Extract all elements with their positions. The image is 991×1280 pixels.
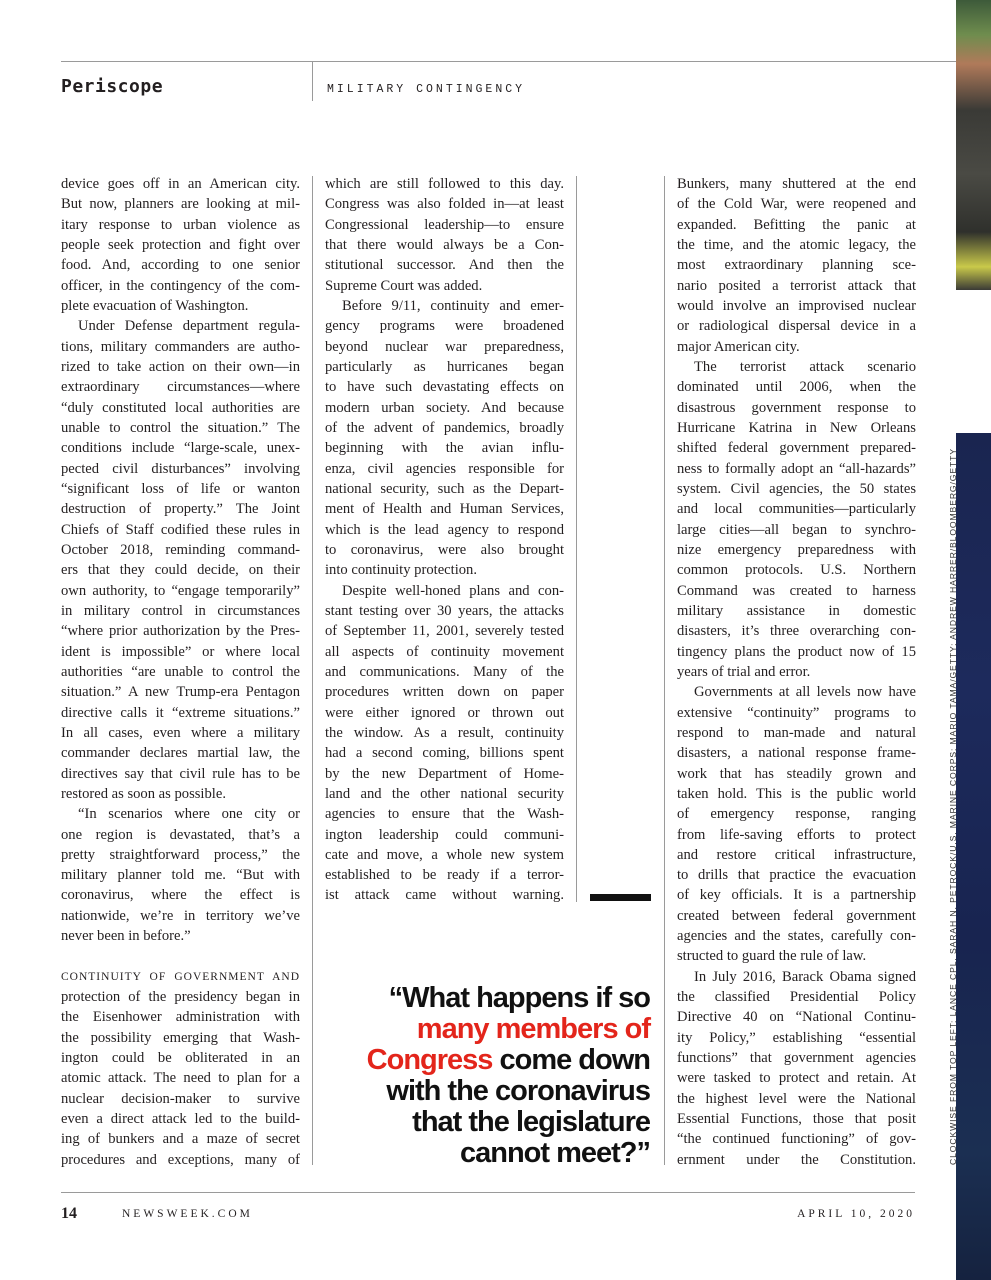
- text-line: food. And, according to one senior: [61, 257, 300, 274]
- text-line: restored as soon as possible.: [61, 785, 226, 802]
- text-line: nationwide, we’re in territory we’ve: [61, 907, 300, 924]
- footer-site: NEWSWEEK.COM: [122, 1208, 253, 1220]
- text-line: Essential Functions, those that posit: [677, 1111, 916, 1128]
- pull-quote-line: [320, 1045, 650, 1076]
- text-line: Command was created to harness: [677, 582, 916, 599]
- text-line: ident is impossible” or where local: [61, 643, 300, 660]
- text-line: plete evacuation of Washington.: [61, 297, 249, 314]
- paragraph: [677, 682, 916, 967]
- text-line: October 2018, reminding command-: [61, 541, 300, 558]
- text-line: Congress was also folded in—at least: [325, 196, 564, 213]
- text-line: work that has steadily grown and: [677, 765, 916, 782]
- text-line: nario posited a terrorist attack that: [677, 277, 916, 294]
- text-line: ers that they could decide, on their: [61, 562, 300, 579]
- text-line: itary response to urban violence as: [61, 216, 300, 233]
- text-line: would involve an improvised nuclear: [677, 297, 916, 314]
- paragraph: [325, 174, 564, 296]
- text-line: ment of Health and Human Services,: [325, 501, 564, 518]
- text-line: commander declares martial law, the: [61, 745, 300, 762]
- text-line: agencies and the states, carefully con-: [677, 928, 916, 945]
- text-line: Before 9/11, continuity and emer-: [342, 297, 564, 314]
- text-line: common protocols. U.S. Northern: [677, 562, 916, 579]
- text-line: rized to take action on their own—in: [61, 358, 300, 375]
- paragraph-gap: [61, 946, 300, 966]
- text-line: of key officials. It is a partnership: [677, 887, 916, 904]
- text-line: enza, civil agencies responsible for: [325, 460, 564, 477]
- paragraph: [325, 581, 564, 906]
- text-line: years of trial and error.: [677, 663, 811, 680]
- text-line: modern urban society. And because: [325, 399, 564, 416]
- text-line: stant testing over 30 years, the attacks: [325, 602, 564, 619]
- page-number: 14: [61, 1205, 77, 1222]
- pull-quote-highlight: Congress: [366, 1044, 493, 1076]
- text-line: In all cases, even where a military: [61, 724, 300, 741]
- text-line: the classified Presidential Policy: [677, 989, 916, 1006]
- text-line: ington leadership could communi-: [325, 826, 564, 843]
- text-line: beginning with the avian influ-: [325, 440, 564, 457]
- text-line: CONTINUITY OF GOVERNMENT AND: [61, 970, 300, 983]
- text-line: destruction of property.” The Joint: [61, 501, 300, 518]
- text-line: the window. As a result, continuity: [325, 724, 564, 741]
- text-line: major American city.: [677, 338, 800, 355]
- pull-quote-line: with the coronavirus: [386, 1075, 650, 1107]
- text-line: by the new Department of Home-: [325, 765, 564, 782]
- text-line: nuclear decision-maker to survive: [61, 1090, 300, 1107]
- text-line: device goes off in an American city.: [61, 176, 300, 192]
- text-line: all aspects of continuity movement: [325, 643, 564, 660]
- text-line: ington could be obliterated in an: [61, 1050, 300, 1067]
- pull-quote: [320, 983, 650, 1169]
- text-line: that there would always be a Con-: [325, 236, 564, 253]
- text-line: of emergency response, ranging: [677, 806, 916, 823]
- text-line: nize emergency preparedness with: [677, 541, 916, 558]
- text-line: extensive “continuity” programs to: [677, 704, 916, 721]
- text-line: “In scenarios where one city or: [78, 806, 300, 823]
- text-line: system. Civil agencies, the 50 states: [677, 480, 916, 497]
- text-line: into continuity protection.: [325, 562, 477, 579]
- text-line: to drills that practice the evacuation: [677, 867, 916, 884]
- text-line: dominated until 2006, when the: [677, 379, 916, 396]
- text-line: extraordinary circumstances—where: [61, 379, 300, 396]
- text-line: established to be ready if a terror-: [325, 867, 564, 884]
- text-line: one region is devastated, that’s a: [61, 826, 300, 843]
- pull-quote-line: “What happens if so: [388, 982, 650, 1014]
- text-line: The terrorist attack scenario: [694, 358, 916, 375]
- text-line: particularly as hurricanes began: [325, 358, 564, 375]
- pull-quote-bar: [590, 894, 651, 901]
- paragraph: [677, 174, 916, 357]
- text-line: authorities “are unable to control the: [61, 663, 300, 680]
- text-line: coronavirus, where the effect is: [61, 887, 300, 904]
- text-line: ity Policy,” establishing “essential: [677, 1029, 916, 1046]
- article-column-2: [325, 174, 564, 906]
- column-divider: [312, 176, 313, 1165]
- text-line: tingency plans the product now of 15: [677, 643, 916, 660]
- text-line: large cities—all began to synchro-: [677, 521, 916, 538]
- text-line: ness to formally adopt an “all-hazards”: [677, 460, 916, 477]
- text-line: military planner told me. “But with: [61, 867, 300, 884]
- text-line: shifted federal government prepared-: [677, 440, 916, 457]
- text-line: and local communities—particularly: [677, 501, 916, 518]
- text-line: disastrous government response to: [677, 399, 916, 416]
- header-divider: [312, 61, 313, 101]
- text-line: ernment under the Constitution.: [677, 1151, 916, 1168]
- text-line: expanded. Befitting the panic at: [677, 216, 916, 233]
- column-divider: [576, 176, 577, 902]
- text-line: the Eisenhower administration with: [61, 1009, 300, 1026]
- text-line: in military control in circumstances: [61, 602, 300, 619]
- text-line: people seek protection and fight over: [61, 236, 300, 253]
- paragraph: [61, 174, 300, 316]
- text-line: officer, in the contingency of the com-: [61, 277, 300, 294]
- pull-quote-line: many members of: [416, 1013, 650, 1045]
- paragraph: [61, 967, 300, 1170]
- paragraph: [677, 967, 916, 1170]
- text-line: Despite well-honed plans and con-: [342, 582, 564, 599]
- paragraph: [325, 296, 564, 581]
- text-line: respond to man-made and natural: [677, 724, 916, 741]
- text-line: and communications. Many of the: [325, 663, 564, 680]
- photo-navy-strip: [956, 433, 991, 1280]
- text-line: directives say that civil rule has to be: [61, 765, 300, 782]
- text-line: most extraordinary planning sce-: [677, 257, 916, 274]
- article-column-3: [677, 174, 916, 1170]
- text-line: taken hold. This is the public world: [677, 785, 916, 802]
- text-line: functions” that government agencies: [677, 1050, 916, 1067]
- text-line: pretty straightforward process,” the: [61, 846, 300, 863]
- text-line: protection of the presidency began in: [61, 989, 300, 1006]
- text-line: were either ignored or thrown out: [325, 704, 564, 721]
- text-line: Chiefs of Staff codified these rules in: [61, 521, 300, 538]
- text-line: ist attack came without warning.: [325, 887, 564, 904]
- text-line: Hurricane Katrina in New Orleans: [677, 419, 916, 436]
- text-line: national security, such as the Depart-: [325, 480, 564, 497]
- text-line: atomic attack. The need to plan for a: [61, 1070, 300, 1087]
- text-line: procedures and exceptions, many of: [61, 1151, 300, 1168]
- text-line: of the advent of pandemics, broadly: [325, 419, 564, 436]
- footer-rule: [61, 1192, 915, 1193]
- text-line: of September 11, 2001, severely tested: [325, 623, 564, 640]
- text-line: agencies to ensure that the Wash-: [325, 806, 564, 823]
- text-line: structed to guard the rule of law.: [677, 948, 867, 965]
- text-line: tions, military commanders are autho-: [61, 338, 300, 355]
- text-line: “duly constituted local authorities are: [61, 399, 300, 416]
- pull-quote-line: that the legislature: [412, 1106, 650, 1138]
- paragraph: [61, 804, 300, 946]
- text-line: created between federal government: [677, 907, 916, 924]
- text-line: Directive 40 on “National Continu-: [677, 1009, 916, 1026]
- paragraph: [61, 316, 300, 804]
- text-line: to coronavirus, were also brought: [325, 541, 564, 558]
- text-line: pected civil disturbances” involving: [61, 460, 300, 477]
- text-line: conditions include “large-scale, unex-: [61, 440, 300, 457]
- text-line: and restore critical infrastructure,: [677, 846, 916, 863]
- pull-quote-text: come down: [492, 1044, 650, 1076]
- text-line: military assistance in domestic: [677, 602, 916, 619]
- text-line: Bunkers, many shuttered at the end: [677, 176, 916, 192]
- column-divider: [664, 176, 665, 1165]
- text-line: In July 2016, Barack Obama signed: [694, 968, 916, 985]
- text-line: from life-saving efforts to protect: [677, 826, 916, 843]
- article-column-1: [61, 174, 300, 1170]
- text-line: which are still followed to this day.: [325, 176, 564, 192]
- text-line: Under Defense department regula-: [78, 318, 300, 335]
- text-line: the possibility emerging that Wash-: [61, 1029, 300, 1046]
- text-line: own authority, to “engage temporarily”: [61, 582, 300, 599]
- section-title: Periscope: [61, 76, 164, 97]
- text-line: Supreme Court was added.: [325, 277, 483, 294]
- text-line: to have such devastating effects on: [325, 379, 564, 396]
- text-line: even a direct attack led to the build-: [61, 1111, 300, 1128]
- text-line: situation.” A new Trump-era Pentagon: [61, 684, 300, 701]
- photo-credit: CLOCKWISE FROM TOP LEFT: LANCE CPL. SARAH N. PETROCK/U.S. MARINE CORPS; MARIO TAMA/GETTY; ANDREW HARRER/BLOOMBERG/GETTY: [948, 448, 958, 1165]
- text-line: land and the other national security: [325, 785, 564, 802]
- text-line: gency programs were broadened: [325, 318, 564, 335]
- text-line: ing of bunkers and a maze of secret: [61, 1131, 300, 1148]
- text-line: or radiological dispersal device in a: [677, 318, 916, 335]
- text-line: unable to control the situation.” The: [61, 419, 300, 436]
- text-line: had a second coming, billions spent: [325, 745, 564, 762]
- section-kicker: MILITARY CONTINGENCY: [327, 83, 526, 96]
- text-line: “the continued functioning” of gov-: [677, 1131, 916, 1148]
- pull-quote-line: cannot meet?”: [459, 1137, 650, 1169]
- header-rule: [61, 61, 956, 62]
- text-line: which is the lead agency to respond: [325, 521, 564, 538]
- footer-date: APRIL 10, 2020: [797, 1208, 915, 1220]
- text-line: beyond nuclear war preparedness,: [325, 338, 564, 355]
- text-line: Governments at all levels now have: [694, 684, 916, 701]
- text-line: the time, and the atomic legacy, the: [677, 236, 916, 253]
- photo-firefighter-strip: [956, 0, 991, 290]
- text-line: were tasked to protect and retain. At: [677, 1070, 916, 1087]
- text-line: of the Cold War, were reopened and: [677, 196, 916, 213]
- paragraph: [677, 357, 916, 682]
- text-line: “where prior authorization by the Pres-: [61, 623, 300, 640]
- text-line: disasters, it’s three overarching con-: [677, 623, 916, 640]
- text-line: But now, planners are looking at mil-: [61, 196, 300, 213]
- text-line: never been in before.”: [61, 928, 191, 945]
- text-line: procedures written down on paper: [325, 684, 564, 701]
- text-line: stitutional successor. And then the: [325, 257, 564, 274]
- text-line: “significant loss of life or wanton: [61, 480, 300, 497]
- text-line: the highest level were the National: [677, 1090, 916, 1107]
- text-line: directive calls it “extreme situations.”: [61, 704, 300, 721]
- text-line: Congressional leadership—to ensure: [325, 216, 564, 233]
- text-line: disasters, a national response frame-: [677, 745, 916, 762]
- text-line: cate and move, a whole new system: [325, 846, 564, 863]
